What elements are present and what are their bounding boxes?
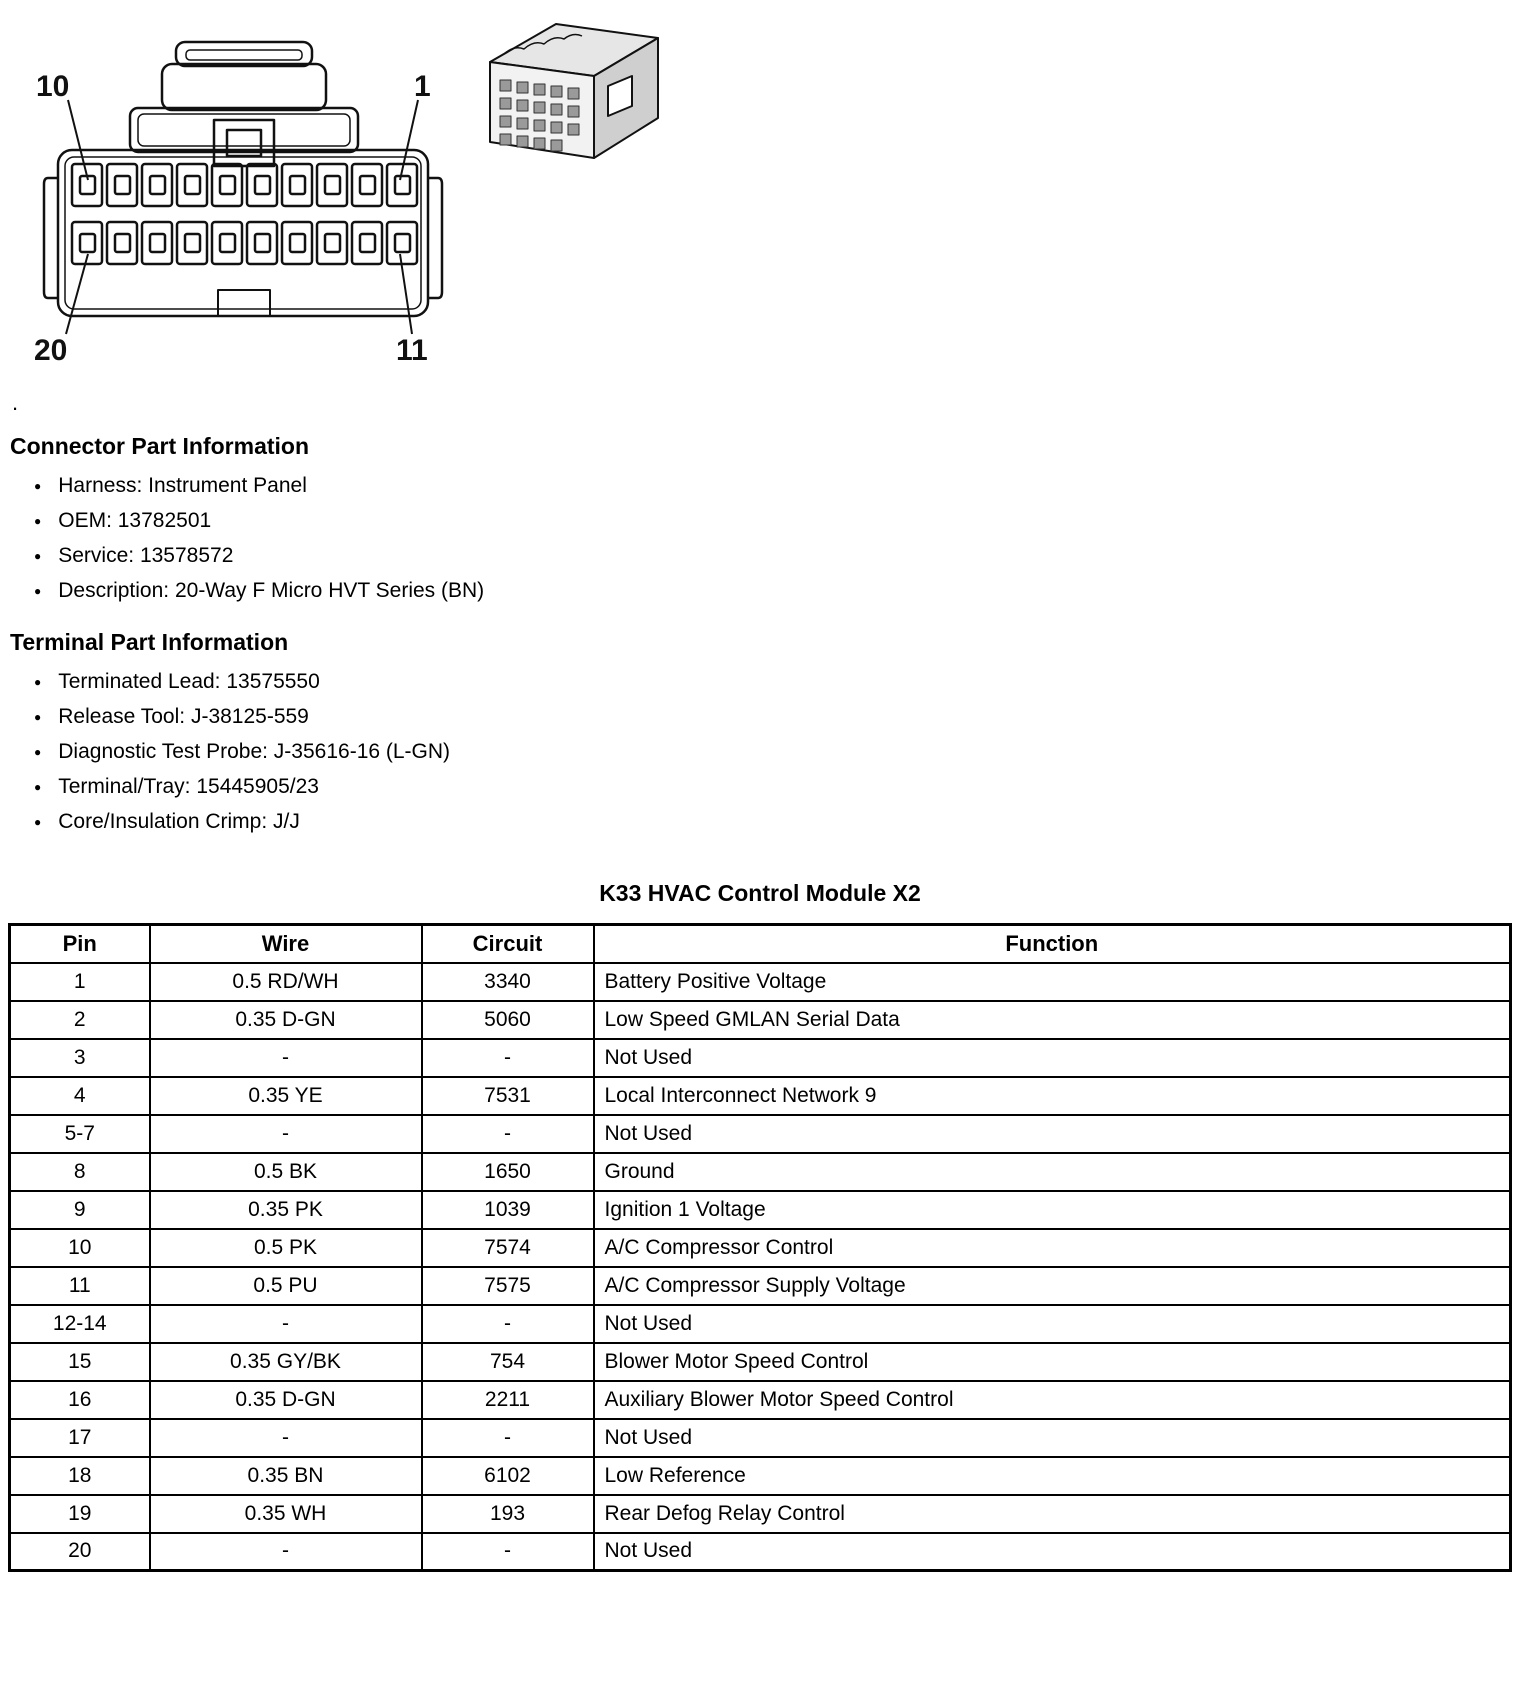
pin-label-top-right: 1 [414,70,431,103]
cell-wire: 0.5 BK [150,1153,422,1191]
cell-wire: 0.5 RD/WH [150,963,422,1001]
cell-circuit: 7575 [422,1267,594,1305]
cell-function: A/C Compressor Supply Voltage [594,1267,1511,1305]
stray-dot: . [12,390,19,415]
list-item [34,705,1512,729]
cell-wire: - [150,1305,422,1343]
connector-part-info-heading: Connector Part Information [10,433,310,459]
cell-circuit: 1039 [422,1191,594,1229]
cell-pin: 12-14 [10,1305,150,1343]
table-row [10,1495,1511,1533]
cell-pin: 4 [10,1077,150,1115]
cell-wire: 0.5 PU [150,1267,422,1305]
list-item-text: Core/Insulation Crimp: J/J [58,810,300,833]
bullet-icon: ● [34,675,42,689]
list-item [34,740,1512,764]
list-item-text: Release Tool: J-38125-559 [58,705,309,728]
table-row [10,1533,1511,1571]
header-circuit: Circuit [422,925,594,963]
connector-diagram-svg [8,8,678,388]
cell-function: Low Reference [594,1457,1511,1495]
connector-diagram [8,8,1512,393]
table-row [10,1001,1511,1039]
connector-info-list [34,474,1512,603]
pinout-table [8,923,1512,1572]
cell-pin: 19 [10,1495,150,1533]
cell-pin: 17 [10,1419,150,1457]
cell-pin: 2 [10,1001,150,1039]
table-row [10,1457,1511,1495]
cell-function: Not Used [594,1305,1511,1343]
table-header-row [10,925,1511,963]
cell-function: A/C Compressor Control [594,1229,1511,1267]
list-item [34,579,1512,603]
cell-circuit: 2211 [422,1381,594,1419]
table-row [10,963,1511,1001]
list-item [34,810,1512,834]
cell-wire: - [150,1039,422,1077]
cell-wire: - [150,1419,422,1457]
bullet-icon: ● [34,710,42,724]
cell-wire: 0.35 BN [150,1457,422,1495]
cell-circuit: 193 [422,1495,594,1533]
cell-pin: 16 [10,1381,150,1419]
table-row [10,1343,1511,1381]
cell-pin: 5-7 [10,1115,150,1153]
cell-wire: 0.35 D-GN [150,1381,422,1419]
cell-circuit: - [422,1305,594,1343]
cell-function: Not Used [594,1115,1511,1153]
table-row [10,1115,1511,1153]
cell-function: Rear Defog Relay Control [594,1495,1511,1533]
list-item-text: OEM: 13782501 [58,509,212,532]
cell-circuit: 5060 [422,1001,594,1039]
list-item [34,775,1512,799]
pin-label-bottom-left: 20 [34,334,68,367]
cell-function: Ground [594,1153,1511,1191]
table-row [10,1039,1511,1077]
table-row [10,1077,1511,1115]
bullet-icon: ● [34,549,42,563]
cell-circuit: 7531 [422,1077,594,1115]
cell-pin: 3 [10,1039,150,1077]
pin-label-top-left: 10 [36,70,70,103]
list-item [34,509,1512,533]
cell-wire: 0.35 WH [150,1495,422,1533]
cell-function: Not Used [594,1533,1511,1571]
cell-circuit: 6102 [422,1457,594,1495]
cell-wire: 0.35 YE [150,1077,422,1115]
cell-wire: - [150,1533,422,1571]
list-item-text: Terminal/Tray: 15445905/23 [58,775,319,798]
cell-function: Local Interconnect Network 9 [594,1077,1511,1115]
cell-circuit: 3340 [422,963,594,1001]
cell-pin: 8 [10,1153,150,1191]
cell-circuit: 754 [422,1343,594,1381]
cell-circuit: 7574 [422,1229,594,1267]
cell-function: Battery Positive Voltage [594,963,1511,1001]
cell-wire: 0.5 PK [150,1229,422,1267]
connector-3d-view [490,24,658,158]
header-pin: Pin [10,925,150,963]
cell-wire: - [150,1115,422,1153]
cell-wire: 0.35 GY/BK [150,1343,422,1381]
cell-pin: 9 [10,1191,150,1229]
cell-circuit: - [422,1115,594,1153]
connector-face-view [44,42,442,316]
pin-label-bottom-right: 11 [396,334,428,367]
list-item-text: Description: 20-Way F Micro HVT Series (BN) [58,579,485,602]
list-item-text: Service: 13578572 [58,544,234,567]
list-item-text: Harness: Instrument Panel [58,474,307,497]
header-wire: Wire [150,925,422,963]
bullet-icon: ● [34,745,42,759]
table-title: K33 HVAC Control Module X2 [599,880,921,906]
bullet-icon: ● [34,479,42,493]
table-body [10,963,1511,1571]
cell-pin: 11 [10,1267,150,1305]
header-function: Function [594,925,1511,963]
bullet-icon: ● [34,514,42,528]
list-item-text: Diagnostic Test Probe: J-35616-16 (L-GN) [58,740,451,763]
list-item [34,474,1512,498]
cell-pin: 15 [10,1343,150,1381]
cell-function: Low Speed GMLAN Serial Data [594,1001,1511,1039]
bullet-icon: ● [34,815,42,829]
cell-function: Blower Motor Speed Control [594,1343,1511,1381]
pin-leader-lines [66,100,418,334]
table-row [10,1381,1511,1419]
cell-function: Auxiliary Blower Motor Speed Control [594,1381,1511,1419]
cell-pin: 18 [10,1457,150,1495]
table-row [10,1419,1511,1457]
table-row [10,1153,1511,1191]
table-row [10,1191,1511,1229]
table-row [10,1229,1511,1267]
bullet-icon: ● [34,584,42,598]
cell-pin: 1 [10,963,150,1001]
terminal-part-info-heading: Terminal Part Information [10,629,289,655]
bullet-icon: ● [34,780,42,794]
cell-circuit: - [422,1039,594,1077]
table-row [10,1305,1511,1343]
cell-function: Not Used [594,1039,1511,1077]
table-row [10,1267,1511,1305]
list-item [34,544,1512,568]
cell-wire: 0.35 D-GN [150,1001,422,1039]
terminal-info-list [34,670,1512,834]
cell-pin: 10 [10,1229,150,1267]
cell-wire: 0.35 PK [150,1191,422,1229]
cell-function: Not Used [594,1419,1511,1457]
list-item [34,670,1512,694]
cell-circuit: - [422,1419,594,1457]
cell-function: Ignition 1 Voltage [594,1191,1511,1229]
cell-circuit: 1650 [422,1153,594,1191]
cell-circuit: - [422,1533,594,1571]
cell-pin: 20 [10,1533,150,1571]
list-item-text: Terminated Lead: 13575550 [58,670,320,693]
